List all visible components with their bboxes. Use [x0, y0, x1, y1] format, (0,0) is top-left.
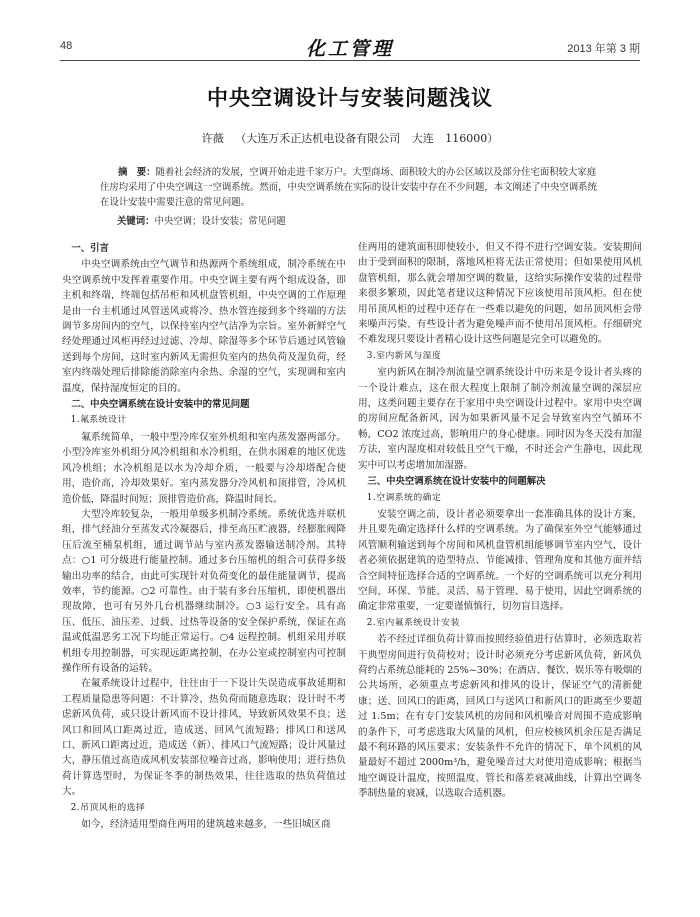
keywords-label: 关键词：: [117, 216, 155, 227]
article-title: 中央空调设计与安装问题浅议: [207, 86, 493, 110]
subsection-heading: 2.室内氟系统设计安装: [366, 617, 460, 628]
abstract-label: 摘 要：: [118, 167, 156, 178]
paragraph: 安装空调之前，设计者必须要拿出一套准确具体的设计方案，并且要先确定选择什么样的空调系统。为了确保室外空气能够通过风管顺利输送到每个房间和风机盘管机组能够调节室内空气，设计者必须依据建筑的造型特点、节能减排、管理角度和其他方面并结合空间特征选择合适的空调系统。一个好的空调系统可以充分利用空间，环保、节能、灵活、易于管理、易于使用，因此空调系统的确定非常重要，一定要谨慎慎行，切勿盲目选择。: [358, 508, 642, 613]
abstract: [100, 165, 602, 210]
header-rule: [60, 60, 640, 61]
author-postcode: 116000）: [445, 132, 499, 145]
section-heading: 二、中央空调系统在设计安装中的常见问题: [71, 399, 250, 411]
paragraph: 在氟系统设计过程中，往往由于一下设计失误造成事故延期和工程质量隐患等问题：不计算冷、热负荷而随意选取；设计时不考虑新风负荷，或只设计新风而不设计排风，导致新风效果不良；送风口和回风口距离过近，造成送、回风气流短路；排风口和送风口、新风口距离过近，造成送（新）、排风口气流短路；设计风量过大，静压值过高造成风机安装部位噪音过高，影响使用；进行热负荷计算选型时，为保证冬季的制热效果，往往选取的热负荷值过大。: [62, 678, 346, 798]
author-city: 大连: [411, 132, 434, 145]
paragraph: 大型冷库较复杂，一般用单级多机制冷系统。系统优选并联机组，排气经油分至蒸发式冷凝器后，排至高压贮液器，经膨胀阀降压后流至桶泵机组，通过调节站与室内蒸发器输送制冷剂。其特点：○1 可分级进行能量控制。通过多台压缩机的组合可获得多级输出功率的结合，由此可实现针对负荷变化的最佳能量调节，提高效率，节约能源。○2 可靠性。由于装有多台压缩机，即使机器出现故障，也可有另外几台机器继续制冷。○3 运行安全。具有高压、低压、油压差、过载、过热等设备的安全保护系统，保证在高温或低温恶劣工况下均能正常运行。○4 远程控制。机组采用并联机组专用控制器，可实现远距离控制，在办公室或控制室内可控制操作所有设备的运转。: [62, 508, 346, 674]
paragraph: 住两用的建筑面积即使较小，但又不得不进行空调安装。安装期间由于受到面积的限制，落地风柜将无法正常使用；但如果使用风机盘管机组，那么就会增加空调的数量，这给实际操作安装的过程带来很多繁琐，因此笔者建议这种情况下应该使用吊顶风柜。但在使用吊顶风柜的过程中还存在一些难以避免的问题，如吊顶风柜会带来噪声污染、有些设计者为避免噪声而不使用吊顶风柜。仔细研究不难发现只要设计者精心设计这些问题是完全可以避免的。: [358, 242, 642, 346]
keywords-text: 中央空调；设计安装；常见问题: [154, 216, 286, 227]
author-name: 许薇: [201, 132, 224, 145]
issue-label: 2013 年第 3 期: [567, 43, 640, 55]
paragraph: 室内新风在制冷剂流量空调系统设计中历来是令设计者头疼的一个设计难点，这在很大程度上限制了制冷剂流量空调的深层应用，这类问题主要存在于家用中央空调设计过程中。家用中央空调的房间应配备新风，因为如果新风量不足会导致室内空气循环不畅，CO2 浓度过高，影响用户的身心健康。同时因为冬天没有加湿方法，室内湿度相对较低且空气干燥，不时还会产生静电，因此现实中可以考虑增加加湿器。: [358, 367, 642, 471]
paragraph: 若不经过详细负荷计算而按照经验值进行估算时，必须选取若干典型房间进行负荷校对；设计时必须充分考虑新风负荷，新风负荷约占系统总能耗的 25%~30%；在酒店、餐饮、娱乐等有吸烟的公共场所，必须重点考虑新风和排风的设计，保证空气的清新健康；送、回风口的距离，回风口与送风口和新风口的距离至少要超过 1.5m；在有专门安装风机的房间和风机噪音对周围不造成影响的条件下，可考虑选取大风量的风机，但应校核风机余压是否满足最不利环路的风压要求；安装条件不允许的情况下，单个风机的风量最好不超过 2000m³/h，避免噪音过大对使用造成影响；根据当地空调设计温度，按照温度、管长和落差衰减曲线，计算出空调冬季制热量的衰减，以选取合适机器。: [358, 634, 642, 800]
subsection-heading: 2.吊顶风柜的选择: [70, 802, 146, 813]
author-affiliation: （大连万禾正达机电设备有限公司: [235, 132, 401, 145]
subsection-heading: 1.空调系统的确定: [366, 492, 442, 503]
subsection-heading: 3.室内新风与湿度: [366, 350, 442, 361]
abstract-text: 随着社会经济的发展，空调开始走进千家万户。大型商场、面积较大的办公区域以及部分住宅面积较大家庭住房均采用了中央空调这一空调系统。然而，中央空调系统在实际的设计安装中存在不少问题，本文阐述了中央空调系统在设计安装中需要注意的常见问题。: [100, 167, 597, 208]
section-heading: 三、中央空调系统在设计安装中的问题解决: [367, 476, 546, 488]
paragraph: 如今，经济适用型商住两用的建筑越来越多，一些旧城区商: [81, 819, 331, 831]
paragraph: 氟系统简单，一般中型冷库仅室外机组和室内蒸发器两部分。小型冷库室外机组分风冷机组和水冷机组，在供水困难的地区优选风冷机组；水冷机组是以水为冷却介质，一般要与冷却塔配合使用，造价高，冷却效果好。室内蒸发器分冷风机和顶排管，冷风机造价低，降温时间短；顶排管造价高，降温时间长。: [62, 431, 346, 505]
section-heading: 一、引言: [71, 243, 109, 254]
journal-logo: 化工管理: [305, 38, 394, 60]
right-column: [358, 240, 642, 802]
author-line: [0, 130, 700, 146]
subsection-heading: 1.氟系统设计: [70, 415, 127, 426]
running-header: [60, 36, 640, 58]
left-column: [62, 240, 346, 832]
keywords: [117, 213, 286, 227]
paragraph: 中央空调系统由空气调节和热源两个系统组成，制冷系统在中央空调系统中发挥着重要作用。中央空调主要有两个组成设备，即主机和终端，终端包括吊柜和风机盘管机组，中央空调的工作原理是由一台主机通过风管送风或将冷、热水管连接到多个终端的方法调节多房间内的空气，以保持室内空气洁净为宗旨。室外新鲜空气经处理通过风柜再经过过滤、冷却、除湿等多个环节后通过风管输送到每个房间，这时室内新风无需担负室内的热负荷及湿负荷，经室内终端处理后排除能消除室内余热、余湿的空气，实现调和室内温度，保持湿度恒定的目的。: [62, 259, 346, 394]
page-number: 48: [60, 40, 73, 52]
